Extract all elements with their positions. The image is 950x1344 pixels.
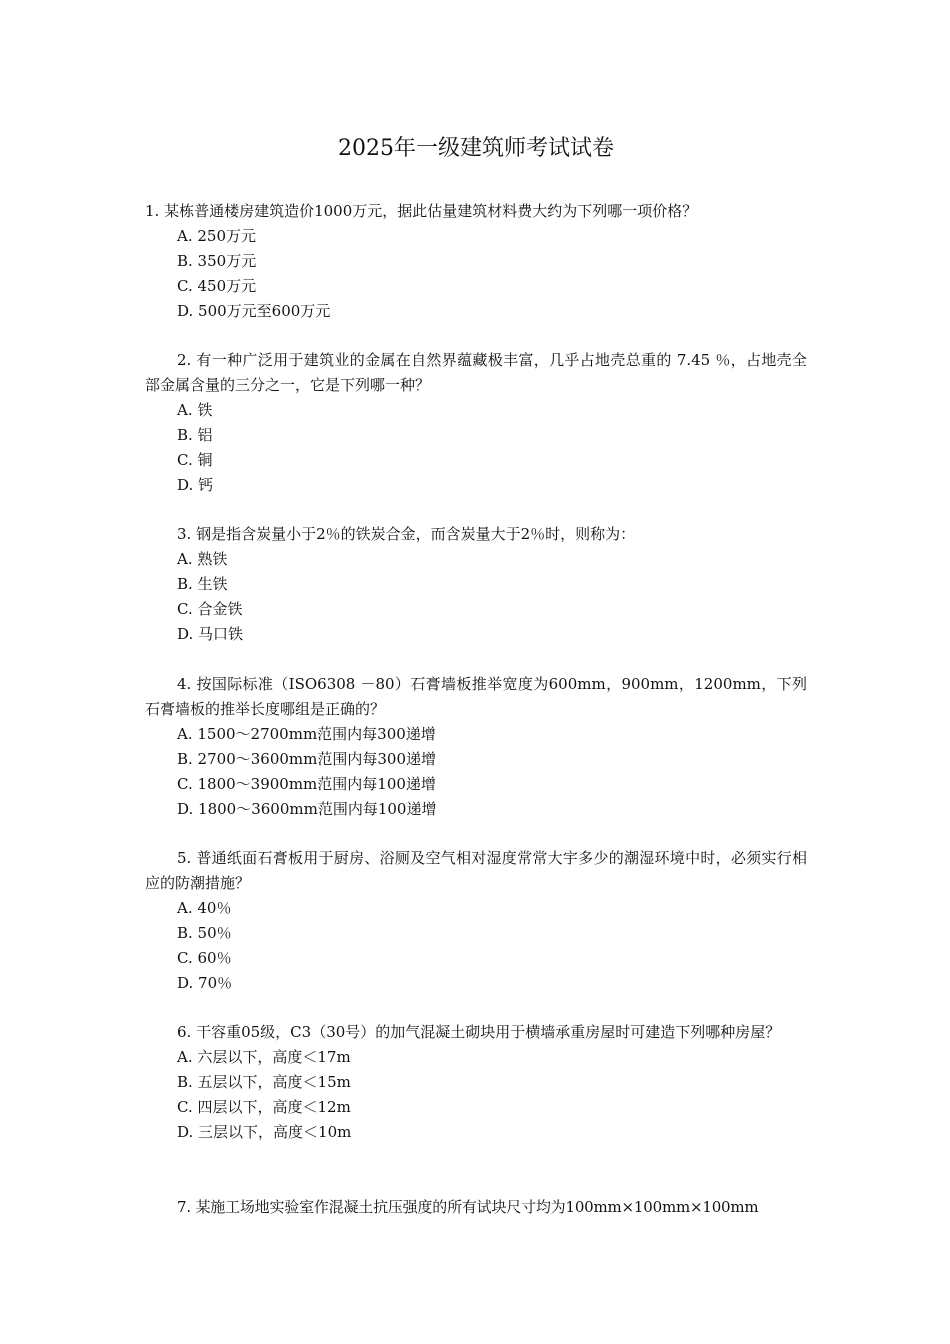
- question-5: [145, 846, 807, 996]
- option-c: C. 四层以下，高度＜12m: [177, 1098, 351, 1116]
- option-a: A. 40％: [177, 899, 232, 917]
- question-2: [145, 348, 807, 498]
- option-b: B. 50％: [177, 924, 232, 942]
- option-b: B. 五层以下，高度＜15m: [177, 1073, 351, 1091]
- option-a: A. 1500～2700mm范围内每300递增: [177, 725, 436, 743]
- option-d: D. 500万元至600万元: [177, 302, 331, 320]
- option-a: A. 250万元: [177, 227, 256, 245]
- question-3: [145, 522, 807, 647]
- option-b: B. 铝: [177, 426, 213, 444]
- question-stem: 5. 普通纸面石膏板用于厨房、浴厕及空气相对湿度常常大宇多少的潮湿环境中时，必须实行相应的防潮措施？: [145, 849, 807, 892]
- option-b: B. 350万元: [177, 252, 257, 270]
- option-a: A. 熟铁: [177, 550, 228, 568]
- option-d: D. 马口铁: [177, 625, 244, 643]
- question-4: [145, 672, 807, 822]
- question-stem: 7. 某施工场地实验室作混凝土抗压强度的所有试块尺寸均为100mm×100mm×100mm: [177, 1198, 759, 1216]
- option-c: C. 1800～3900mm范围内每100递增: [177, 775, 436, 793]
- option-d: D. 三层以下，高度＜10m: [177, 1123, 352, 1141]
- page-title: 2025年一级建筑师考试试卷: [338, 136, 614, 161]
- question-stem: 2. 有一种广泛用于建筑业的金属在自然界蕴藏极丰富，几乎占地壳总重的 7.45 ％，占地壳全部金属含量的三分之一，它是下列哪一种？: [145, 351, 807, 394]
- option-b: B. 生铁: [177, 575, 228, 593]
- option-d: D. 钙: [177, 476, 214, 494]
- option-c: C. 铜: [177, 451, 213, 469]
- question-1: [145, 199, 807, 324]
- question-7: [145, 1195, 807, 1220]
- question-stem: 1. 某栋普通楼房建筑造价1000万元，据此估量建筑材料费大约为下列哪一项价格？: [145, 202, 698, 220]
- option-d: D. 70％: [177, 974, 233, 992]
- option-c: C. 60％: [177, 949, 232, 967]
- option-b: B. 2700～3600mm范围内每300递增: [177, 750, 436, 768]
- question-6: [145, 1020, 807, 1145]
- option-c: C. 450万元: [177, 277, 257, 295]
- option-a: A. 铁: [177, 401, 213, 419]
- question-stem: 3. 钢是指含炭量小于2％的铁炭合金，而含炭量大于2％时，则称为：: [177, 525, 636, 543]
- question-stem: 4. 按国际标准（ISO6308 －80）石膏墙板推举宽度为600mm，900mm，1200mm，下列石膏墙板的推举长度哪组是正确的？: [145, 675, 807, 718]
- question-stem: 6. 干容重05级，C3（30号）的加气混凝土砌块用于横墙承重房屋时可建造下列哪种房屋？: [177, 1023, 781, 1041]
- option-c: C. 合金铁: [177, 600, 243, 618]
- option-a: A. 六层以下，高度＜17m: [177, 1048, 351, 1066]
- option-d: D. 1800～3600mm范围内每100递增: [177, 800, 437, 818]
